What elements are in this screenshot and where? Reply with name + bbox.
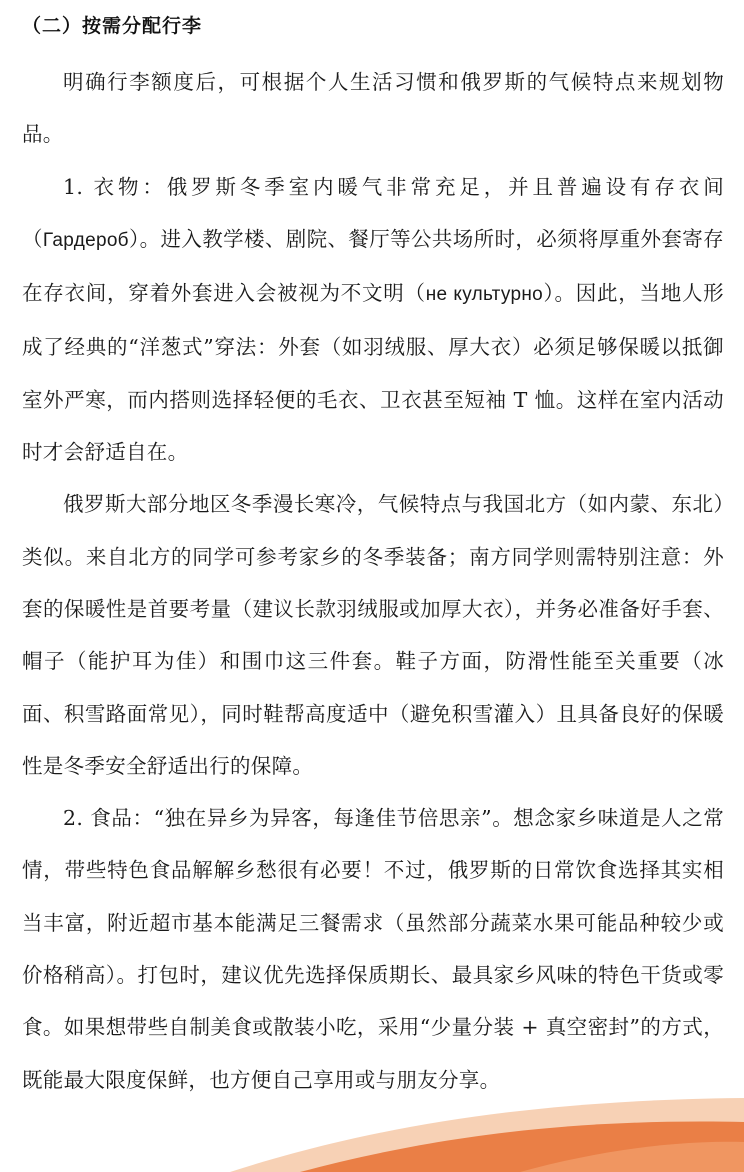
peach-wave-shape	[230, 1098, 744, 1172]
clothing-text-a: 1. 衣物：俄罗斯冬季室内暖气非常充足，并且普遍设有存衣间（	[22, 174, 724, 251]
clothing-text-b: ）。进入教学楼、剧院、餐厅等公共场所时，必须将厚重外套寄存在存衣间，穿着外套进入会被视为不文明（	[22, 226, 724, 306]
clothing-text-c: ）。因此，当地人形成了经典的“洋葱式”穿法：外套（如羽绒服、厚大衣）必须足够保暖以抵御室外严寒，而内搭则选择轻便的毛衣、卫衣甚至短袖 T 恤。这样在室内活动时才会舒适自在。	[22, 281, 724, 465]
paragraph-food: 2. 食品：“独在异乡为异客，每逢佳节倍思亲”。想念家乡味道是人之常情，带些特色食品解解乡愁很有必要！不过，俄罗斯的日常饮食选择其实相当丰富，附近超市基本能满足三餐需求（虽然部分蔬菜水果可能品种较少或价格稍高）。打包时，建议优先选择保质期长、最具家乡风味的特色干货或零食。如果想带些自制美食或散装小吃，采用“少量分装 + 真空密封”的方式，既能最大限度保鲜，也方便自己享用或与朋友分享。	[22, 806, 724, 1092]
russian-term-uncultured: не культурно	[425, 284, 544, 306]
orange-wave-shape	[300, 1122, 744, 1172]
section-heading: （二）按需分配行李	[22, 15, 203, 37]
russian-term-wardrobe: Гардероб	[42, 229, 129, 251]
paragraph-clothing-2: 俄罗斯大部分地区冬季漫长寒冷，气候特点与我国北方（如内蒙、东北）类似。来自北方的同学可参考家乡的冬季装备；南方同学则需特别注意：外套的保暖性是首要考量（建议长款羽绒服或加厚大衣），并务必准备好手套、帽子（能护耳为佳）和围巾这三件套。鞋子方面，防滑性能至关重要（冰面、积雪路面常见），同时鞋帮高度适中（避免积雪灌入）且具备良好的保暖性是冬季安全舒适出行的保障。	[22, 492, 724, 778]
paragraph-clothing-1	[22, 161, 724, 479]
light-wave-shape	[520, 1142, 744, 1172]
paragraph-intro: 明确行李额度后，可根据个人生活习惯和俄罗斯的气候特点来规划物品。	[22, 70, 724, 147]
document-body	[22, 56, 724, 1106]
